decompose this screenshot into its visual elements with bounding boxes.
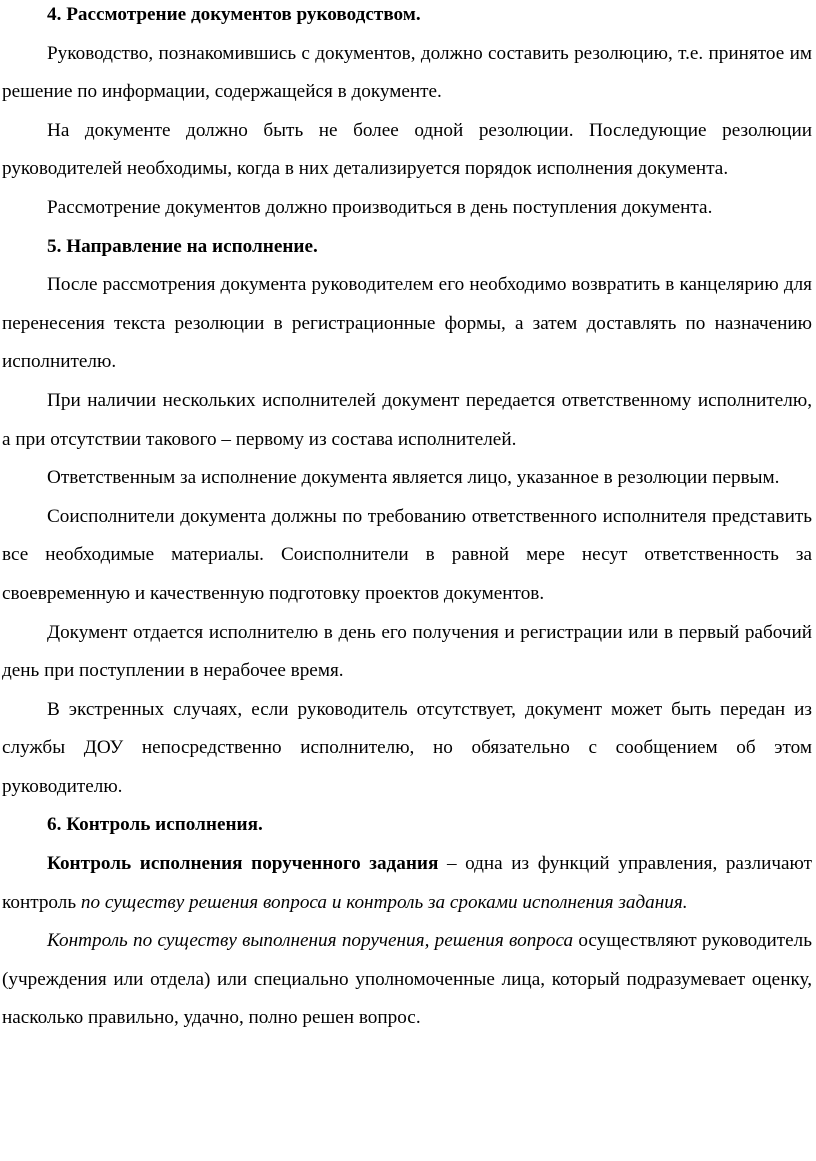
paragraph: Руководство, познакомившись с документов, должно составить резолюцию, т.е. принятое им решение по информации, содержащейся в документе. [2,42,812,103]
paragraph: Рассмотрение документов должно производиться в день поступления документа. [47,196,713,218]
paragraph: В экстренных случаях, если руководитель отсутствует, документ может быть передан из службы ДОУ непосредственно исполнителю, но обязательно с сообщением об этом руководителю. [2,698,812,797]
paragraph: При наличии нескольких исполнителей документ передается ответственному исполнителю, а при отсутствии такового – первому из состава исполнителей. [2,389,812,450]
text-run: осуществляют руководитель (учреждения или отдела) или специально уполномоченные лица, который подразумевает оценку, насколько правильно, удачно, полно решен вопрос. [2,930,812,1029]
paragraph: Ответственным за исполнение документа является лицо, указанное в резолюции первым. [47,467,780,489]
text-run: – одна из функций управления, различают контроль [2,853,812,913]
paragraph: После рассмотрения документа руководителем его необходимо возвратить в канцелярию для перенесения текста резолюции в регистрационные формы, а затем доставлять по назначению исполнителю. [2,274,812,373]
section-4-heading: 4. Рассмотрение документов руководством. [47,4,421,25]
paragraph [2,922,812,1038]
section-5-heading: 5. Направление на исполнение. [47,235,318,257]
section-6-heading: 6. Контроль исполнения. [47,814,263,836]
term-bold: Контроль исполнения порученного задания [47,853,439,875]
italic-run: по существу решения вопроса и контроль за сроками исполнения задания. [80,891,688,913]
paragraph: На документе должно быть не более одной резолюции. Последующие резолюции руководителей необходимы, когда в них детализируется порядок исполнения документа. [2,119,812,180]
paragraph: Документ отдается исполнителю в день его получения и регистрации или в первый рабочий день при поступлении в нерабочее время. [2,621,812,682]
paragraph: Соисполнители документа должны по требованию ответственного исполнителя представить все необходимые материалы. Соисполнители в равной мере несут ответственность за своевременную и качественную подготовку проектов документов. [2,505,812,604]
italic-run: Контроль по существу выполнения поручения, решения вопроса [47,930,574,952]
paragraph [2,845,812,922]
